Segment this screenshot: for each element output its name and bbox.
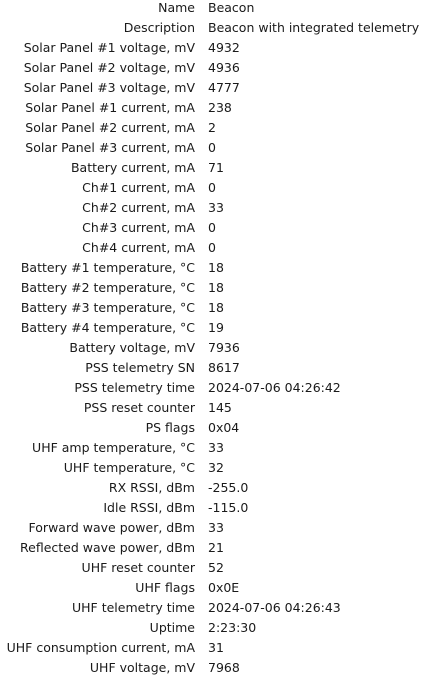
- row-label: Ch#4 current, mA: [82, 240, 195, 255]
- row-value: 0: [208, 140, 216, 155]
- telemetry-row-uhf-telemetry-time: [0, 601, 421, 621]
- row-label: Battery #2 temperature, °C: [20, 280, 195, 295]
- row-value: 33: [208, 440, 224, 455]
- row-value: 0: [208, 240, 216, 255]
- row-label: Description: [123, 20, 195, 35]
- row-label: UHF voltage, mV: [89, 660, 195, 675]
- telemetry-row-battery-2-temperature: [0, 281, 421, 301]
- telemetry-row-uhf-voltage: [0, 661, 421, 681]
- row-value: 18: [208, 300, 224, 315]
- row-label: Ch#2 current, mA: [82, 200, 195, 215]
- row-label: UHF temperature, °C: [63, 460, 195, 475]
- telemetry-row-uhf-amp-temperature: [0, 441, 421, 461]
- row-value: Beacon with integrated telemetry: [208, 20, 420, 35]
- row-label: Battery current, mA: [70, 160, 195, 175]
- row-label: PSS reset counter: [83, 400, 195, 415]
- telemetry-row-idle-rssi: [0, 501, 421, 521]
- row-label: Solar Panel #3 voltage, mV: [23, 80, 195, 95]
- row-label: Forward wave power, dBm: [28, 520, 195, 535]
- row-value: -255.0: [208, 480, 249, 495]
- row-label: Ch#3 current, mA: [82, 220, 195, 235]
- telemetry-row-battery-current: [0, 161, 421, 181]
- row-value: 7936: [208, 340, 240, 355]
- row-value: 2: [208, 120, 216, 135]
- row-label: Battery voltage, mV: [69, 340, 195, 355]
- telemetry-row-uptime: [0, 621, 421, 641]
- telemetry-row-ch2-current: [0, 201, 421, 221]
- row-value: 4936: [208, 60, 240, 75]
- row-label: Solar Panel #3 current, mA: [25, 140, 195, 155]
- telemetry-row-solar-panel-3-voltage: [0, 81, 421, 101]
- telemetry-row-ch1-current: [0, 181, 421, 201]
- telemetry-row-rx-rssi: [0, 481, 421, 501]
- telemetry-row-name: [0, 1, 421, 21]
- row-label: UHF amp temperature, °C: [32, 440, 195, 455]
- telemetry-row-pss-reset-counter: [0, 401, 421, 421]
- row-value: 0x04: [208, 420, 240, 435]
- row-label: Solar Panel #1 current, mA: [25, 100, 195, 115]
- telemetry-row-uhf-reset-counter: [0, 561, 421, 581]
- telemetry-row-solar-panel-1-voltage: [0, 41, 421, 61]
- row-label: Battery #1 temperature, °C: [20, 260, 195, 275]
- telemetry-row-battery-3-temperature: [0, 301, 421, 321]
- row-value: 8617: [208, 360, 240, 375]
- telemetry-row-solar-panel-1-current: [0, 101, 421, 121]
- telemetry-row-ps-flags: [0, 421, 421, 441]
- row-value: 238: [208, 100, 232, 115]
- row-value: 21: [208, 540, 224, 555]
- row-value: 52: [208, 560, 224, 575]
- row-label: PSS telemetry time: [74, 380, 195, 395]
- row-value: 33: [208, 520, 224, 535]
- row-value: 145: [208, 400, 232, 415]
- telemetry-row-solar-panel-2-current: [0, 121, 421, 141]
- row-label: Battery #4 temperature, °C: [20, 320, 195, 335]
- telemetry-row-battery-4-temperature: [0, 321, 421, 341]
- row-value: 18: [208, 280, 224, 295]
- row-label: UHF telemetry time: [72, 600, 195, 615]
- row-value: 7968: [208, 660, 240, 675]
- row-value: 4777: [208, 80, 240, 95]
- row-label: Battery #3 temperature, °C: [20, 300, 195, 315]
- row-value: 71: [208, 160, 224, 175]
- telemetry-row-reflected-wave-power: [0, 541, 421, 561]
- row-label: UHF reset counter: [81, 560, 195, 575]
- telemetry-row-solar-panel-3-current: [0, 141, 421, 161]
- row-value: 2:23:30: [208, 620, 257, 635]
- telemetry-row-description: [0, 21, 421, 41]
- row-label: RX RSSI, dBm: [108, 480, 195, 495]
- telemetry-row-uhf-consumption-current: [0, 641, 421, 661]
- row-value: 0: [208, 220, 216, 235]
- row-label: Solar Panel #2 current, mA: [25, 120, 195, 135]
- row-value: 18: [208, 260, 224, 275]
- row-value: Beacon: [208, 0, 255, 15]
- row-value: 32: [208, 460, 224, 475]
- telemetry-row-ch4-current: [0, 241, 421, 261]
- row-value: 0: [208, 180, 216, 195]
- row-label: Idle RSSI, dBm: [103, 500, 195, 515]
- telemetry-row-pss-telemetry-sn: [0, 361, 421, 381]
- row-label: PSS telemetry SN: [85, 360, 195, 375]
- row-value: 2024-07-06 04:26:42: [208, 380, 341, 395]
- row-value: 19: [208, 320, 224, 335]
- telemetry-row-uhf-temperature: [0, 461, 421, 481]
- row-label: Solar Panel #1 voltage, mV: [23, 40, 195, 55]
- row-label: UHF flags: [135, 580, 195, 595]
- row-label: Ch#1 current, mA: [82, 180, 195, 195]
- row-value: -115.0: [208, 500, 249, 515]
- row-label: Uptime: [149, 620, 195, 635]
- row-value: 31: [208, 640, 224, 655]
- row-value: 2024-07-06 04:26:43: [208, 600, 341, 615]
- row-label: PS flags: [145, 420, 195, 435]
- telemetry-row-uhf-flags: [0, 581, 421, 601]
- telemetry-row-solar-panel-2-voltage: [0, 61, 421, 81]
- telemetry-row-ch3-current: [0, 221, 421, 241]
- row-value: 33: [208, 200, 224, 215]
- row-label: Name: [158, 0, 195, 15]
- telemetry-row-battery-1-temperature: [0, 261, 421, 281]
- telemetry-row-pss-telemetry-time: [0, 381, 421, 401]
- row-label: Solar Panel #2 voltage, mV: [23, 60, 195, 75]
- telemetry-row-forward-wave-power: [0, 521, 421, 541]
- telemetry-row-battery-voltage: [0, 341, 421, 361]
- row-label: UHF consumption current, mA: [6, 640, 195, 655]
- row-value: 0x0E: [208, 580, 240, 595]
- row-label: Reflected wave power, dBm: [20, 540, 195, 555]
- row-value: 4932: [208, 40, 240, 55]
